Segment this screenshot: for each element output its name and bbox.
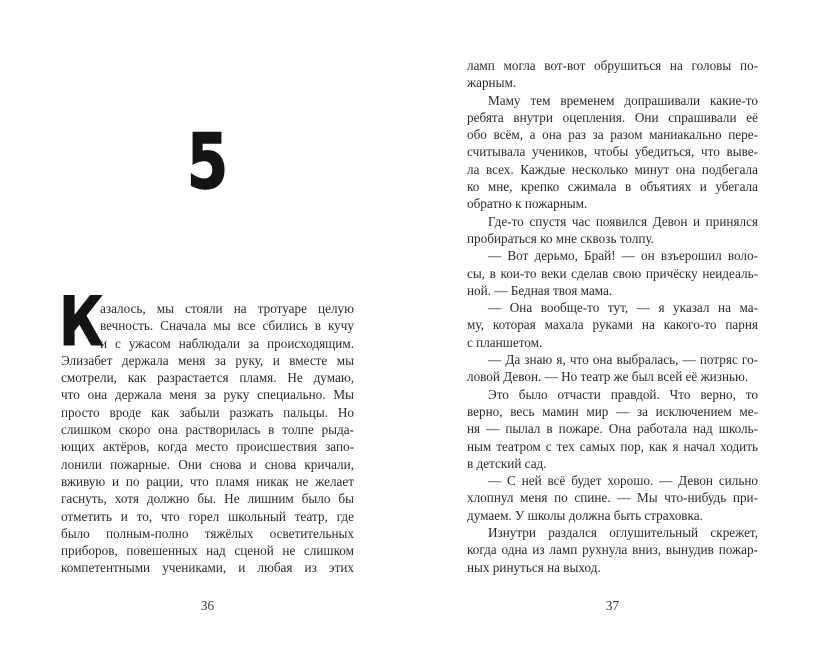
text-line: хлопнул меня по спине. — Мы что-нибудь при- [467, 490, 758, 506]
text-line: — Вот дерьмо, Брай! — он взъерошил воло- [488, 248, 758, 264]
page-right [467, 0, 758, 655]
text-line: считывала учеников, чтобы убедиться, что выве- [467, 144, 758, 160]
text-line: верно, весь мамин мир — за исключением ме- [467, 403, 758, 419]
text-line: в детский сад. [467, 455, 547, 471]
text-line: ла всех. Каждые несколько минут она подбегала [467, 161, 758, 177]
text-line: ных ринуться на выход. [467, 559, 601, 575]
page-number-right: 37 [605, 598, 620, 613]
text-line: пробираться ко мне сквозь толпу. [467, 230, 655, 246]
text-line: — Она вообще-то тут, — я указал на ма- [488, 300, 758, 316]
text-line: что она держала меня за руку специально. Мы [61, 387, 354, 403]
page-left-body [59, 283, 354, 577]
text-line: вживую и по рации, что пламя никак не желает [61, 473, 354, 489]
text-line: гаснуть, хотя должно бы. Не лишним было бы [61, 491, 354, 507]
text-line: было полным-полно тяжёлых осветительных [61, 525, 354, 541]
drop-cap: К [59, 283, 104, 362]
text-line: компетентными учениками, и любая из этих [61, 560, 354, 576]
text-line: просто вроде как забыли разжать пальцы. Но [61, 404, 354, 420]
text-line: ребята внутри оцепления. Они спрашивали её [467, 109, 758, 125]
text-line: му, которая махала руками на какого-то парня [467, 317, 758, 333]
text-line: обо всём, а она раз за разом маниакально пере- [467, 127, 758, 143]
text-line: ламп могла вот-вот обрушиться на головы по- [467, 58, 758, 73]
text-line: отметить и то, что горел школьный театр, где [61, 508, 354, 524]
text-line: — С ней всё будет хорошо. — Девон сильно [488, 473, 758, 489]
text-line: обратно к пожарным. [467, 196, 588, 212]
text-line: с планшетом. [467, 334, 543, 350]
text-line: смотрели, как разрастается пламя. Не думаю, [61, 370, 354, 386]
text-line: и с ужасом наблюдали за происходящим. [100, 335, 354, 351]
text-line: Это было отчасти правдой. Что верно, то [488, 386, 758, 402]
page-right-body [467, 57, 758, 576]
text-line: слишком скоро она растворилась в толпе рыда- [61, 422, 354, 438]
chapter-number: 5 [186, 117, 229, 206]
text-line: приборов, повешенных над сценой не слишком [61, 543, 354, 559]
text-line: азалось, мы стояли на тротуаре целую [100, 301, 354, 316]
text-line: лонили пожарные. Они снова и снова кричали, [61, 456, 354, 472]
text-line: вечность. Сначала мы все сбились в кучу [100, 318, 354, 334]
page-number-left: 36 [200, 598, 215, 613]
text-line: ющих актёров, когда место происшествия запо- [61, 439, 354, 455]
text-line: когда одна из ламп рухнула вниз, вынудив пожар- [467, 542, 758, 558]
text-line: Изнутри раздался оглушительный скрежет, [488, 525, 758, 541]
text-line: думаем. У школы должна быть страховка. [467, 507, 703, 523]
text-line: ня — пылал в пожаре. Она работала над школь- [467, 421, 758, 437]
text-line: Элизабет держала меня за руку, и вместе мы [61, 352, 354, 368]
text-line: сы, в кои-то веки сделав свою причёску неидеаль- [467, 265, 758, 281]
text-line: ной. — Бедная твоя мама. [467, 282, 613, 298]
text-line: ловой Девон. — Но театр же был всей её жизнью. [467, 369, 749, 385]
text-line: Где-то спустя час появился Девон и принялся [488, 213, 758, 229]
text-line: жарным. [467, 75, 517, 91]
text-line: ко мне, крепко сжимала в объятиях и убегала [467, 179, 758, 195]
text-line: Маму тем временем допрашивали какие-то [488, 92, 758, 108]
page-left [61, 0, 354, 655]
text-line: ным театром с тех самых пор, как я начал ходить [467, 438, 758, 454]
text-line: — Да знаю я, что она выбралась, — потряс го- [488, 352, 758, 368]
